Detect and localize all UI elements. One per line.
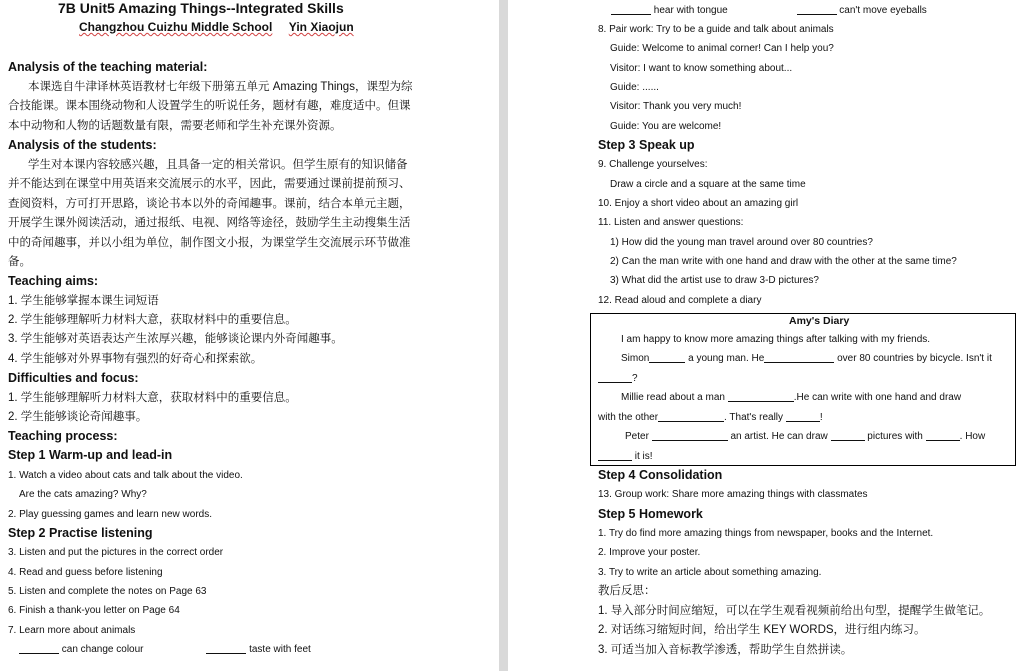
diary-line-simon-end: [598, 372, 638, 386]
step-line: 5. Listen and complete the notes on Page 63: [8, 586, 207, 597]
diary-text: . That's really: [724, 412, 784, 423]
diary-text: Millie read about a man: [621, 392, 725, 403]
difficulty-item: 1. 学生能够理解听力材料大意，获取材料中的重要信息。: [8, 392, 297, 404]
step-line: 8. Pair work: Try to be a guide and talk about animals: [598, 24, 834, 35]
answer-blank: [206, 643, 246, 654]
diary-line-peter: [625, 430, 985, 444]
answer-blank: [764, 352, 834, 363]
diary-line-millie-end: [598, 411, 823, 425]
paragraph-line: 中的奇闻趣事，并以小组为单位，制作图文小报，为课堂学生交流展示环节做准: [8, 237, 411, 249]
answer-blank: [649, 352, 685, 363]
diary-line-millie: [621, 391, 961, 405]
dialogue-line: Guide: Welcome to animal corner! Can I help you?: [610, 43, 834, 54]
reflection-item: 2. 对话练习缩短时间，给出学生 KEY WORDS，进行组内练习。: [598, 624, 926, 636]
question-item: 2) Can the man write with one hand and draw with the other at the same time?: [610, 256, 957, 267]
step-line: 9. Challenge yourselves:: [598, 159, 708, 170]
step-line: 13. Group work: Share more amazing things with classmates: [598, 489, 868, 500]
step-line: 1. Watch a video about cats and talk about the video.: [8, 470, 243, 481]
paragraph-line: 并不能达到在课堂中用英语来交流展示的水平，因此，需要通过课前提前预习、: [8, 178, 411, 190]
aim-item: 3. 学生能够对英语表达产生浓厚兴趣，能够谈论课内外奇闻趣事。: [8, 333, 343, 345]
heading-step2: Step 2 Practise listening: [8, 526, 153, 540]
diary-text: Peter: [625, 431, 649, 442]
diary-text: pictures with: [867, 431, 923, 442]
step-line: 2. Play guessing games and learn new words.: [8, 509, 213, 520]
diary-line-simon: [621, 352, 992, 366]
paragraph-line: 本中动物和人物的话题数量有限，需要老师和学生补充课外资源。: [8, 120, 342, 132]
fill-blank-hint: can change colour: [61, 644, 144, 655]
diary-text: Simon: [621, 353, 650, 364]
fill-blank-hint: can't move eyeballs: [839, 5, 927, 16]
heading-step3: Step 3 Speak up: [598, 138, 695, 152]
heading-step4: Step 4 Consolidation: [598, 468, 723, 482]
reflection-item: 3. 可适当加入音标教学渗透，帮助学生自然拼读。: [598, 644, 853, 656]
diary-text: .He can write with one hand and draw: [793, 392, 962, 403]
heading-step5: Step 5 Homework: [598, 507, 703, 521]
dialogue-line: Visitor: I want to know something about...: [610, 63, 793, 74]
difficulty-item: 2. 学生能够谈论奇闻趣事。: [8, 411, 148, 423]
step-line: 7. Learn more about animals: [8, 625, 136, 636]
aim-item: 1. 学生能够掌握本课生词短语: [8, 295, 159, 307]
paragraph-line: 学生对本课内容较感兴趣，且具备一定的相关常识。但学生原有的知识储备: [28, 159, 408, 171]
answer-blank: [831, 430, 865, 441]
diary-text: a young man. He: [688, 353, 765, 364]
school-name: Changzhou Cuizhu Middle School: [79, 20, 273, 34]
byline: [79, 20, 354, 34]
question-item: 3) What did the artist use to draw 3-D pictures?: [610, 275, 819, 286]
answer-blank: [19, 643, 59, 654]
heading-teaching-aims: Teaching aims:: [8, 274, 99, 288]
fill-blank-hint: taste with feet: [249, 644, 311, 655]
heading-teaching-process: Teaching process:: [8, 429, 118, 443]
fill-blank-row: [611, 4, 927, 18]
step-line: 11. Listen and answer questions:: [598, 217, 744, 228]
dialogue-line: Guide: ......: [610, 82, 659, 93]
paragraph-line: 备。: [8, 256, 31, 268]
heading-step1: Step 1 Warm-up and lead-in: [8, 448, 173, 462]
answer-blank: [926, 430, 960, 441]
step-line: 12. Read aloud and complete a diary: [598, 295, 762, 306]
homework-item: 3. Try to write an article about something amazing.: [598, 567, 822, 578]
fill-blank-hint: hear with tongue: [653, 5, 728, 16]
step-line: 4. Read and guess before listening: [8, 567, 163, 578]
aim-item: 4. 学生能够对外界事物有强烈的好奇心和探索欲。: [8, 353, 263, 365]
answer-blank: [598, 450, 632, 461]
homework-item: 2. Improve your poster.: [598, 547, 701, 558]
step-line: 3. Listen and put the pictures in the correct order: [8, 547, 224, 558]
step-line: 6. Finish a thank-you letter on Page 64: [8, 605, 180, 616]
heading-analysis-students: Analysis of the students:: [8, 138, 157, 152]
document-title: 7B Unit5 Amazing Things--Integrated Skills: [58, 0, 344, 16]
diary-text: an artist. He can draw: [730, 431, 828, 442]
diary-line-peter-end: [598, 450, 653, 464]
dialogue-line: Visitor: Thank you very much!: [610, 101, 742, 112]
answer-blank: [786, 411, 820, 422]
answer-blank: [611, 4, 651, 15]
diary-text: with the other: [598, 412, 659, 423]
question-item: 1) How did the young man travel around over 80 countries?: [610, 237, 873, 248]
paragraph-line: 本课选自牛津译林英语教材七年级下册第五单元 Amazing Things，课型为综: [28, 81, 413, 93]
dialogue-line: Guide: You are welcome!: [610, 121, 722, 132]
heading-reflection: 教后反思：: [598, 585, 656, 597]
aim-item: 2. 学生能够理解听力材料大意，获取材料中的重要信息。: [8, 314, 297, 326]
answer-blank: [598, 372, 632, 383]
answer-blank: [658, 411, 724, 422]
diary-line: I am happy to know more amazing things after talking with my friends.: [621, 334, 931, 345]
diary-text: !: [819, 412, 823, 423]
heading-difficulties: Difficulties and focus:: [8, 371, 139, 385]
fill-blank-row: [19, 643, 311, 657]
diary-text: over 80 countries by bicycle. Isn't it: [837, 353, 992, 364]
step-line: 10. Enjoy a short video about an amazing girl: [598, 198, 799, 209]
diary-text: ?: [632, 373, 638, 384]
step-line: Draw a circle and a square at the same time: [610, 179, 806, 190]
author-name: Yin Xiaojun: [288, 20, 354, 34]
paragraph-line: 开展学生课外阅读活动，通过报纸、电视、网络等途径，鼓励学生主动搜集生活: [8, 217, 411, 229]
paragraph-line: 合技能课。课本围绕动物和人设置学生的听说任务，题材有趣，难度适中。但课: [8, 100, 411, 112]
answer-blank: [797, 4, 837, 15]
homework-item: 1. Try do find more amazing things from newspaper, books and the Internet.: [598, 528, 934, 539]
paragraph-line: 查阅资料，方可打开思路，谈论书本以外的奇闻趣事。课前，结合本单元主题，: [8, 198, 411, 210]
reflection-item: 1. 导入部分时间应缩短，可以在学生观看视频前给出句型，提醒学生做笔记。: [598, 605, 991, 617]
diary-text: it is!: [634, 451, 653, 462]
heading-analysis-material: Analysis of the teaching material:: [8, 60, 208, 74]
diary-title: Amy's Diary: [789, 315, 850, 327]
step-line: Are the cats amazing? Why?: [19, 489, 147, 500]
answer-blank: [652, 430, 728, 441]
answer-blank: [728, 391, 794, 402]
diary-text: . How: [959, 431, 986, 442]
